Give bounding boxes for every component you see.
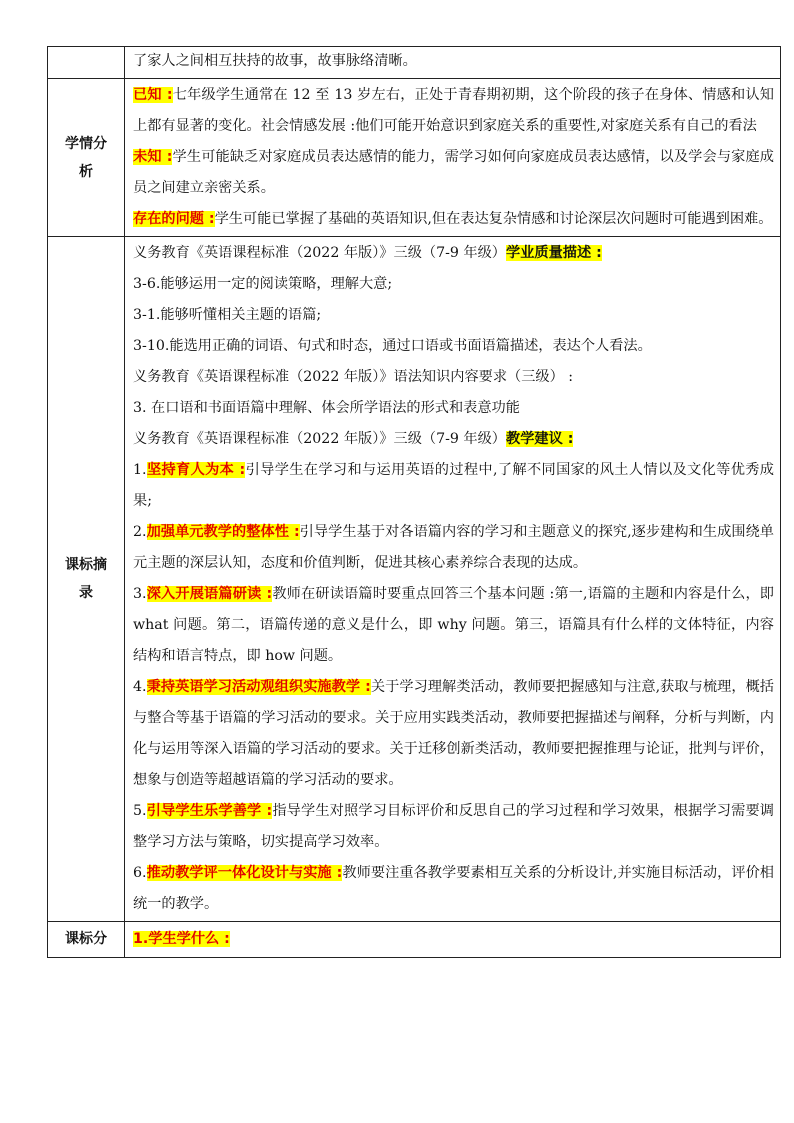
advice-item-4-num: 4. <box>133 679 147 695</box>
advice-item-3-text: 教师在研读语篇时要重点回答三个基本问题 :第一,语篇的主题和内容是什么，即 what 问题。第二，语篇传递的意义是什么，即 why 问题。第三，语篇具有什么样的文体特征，内容结构和语言特点，即 how 问题。 <box>133 586 774 664</box>
row-intro-label <box>48 47 125 79</box>
advice-item-5-num: 5. <box>133 803 147 819</box>
advice-item-4-tag: 秉持英语学习活动观组织实施教学 : <box>146 679 371 695</box>
advice-item-1-num: 1. <box>133 462 147 478</box>
standard-3-6: 3-6.能够运用一定的阅读策略，理解大意; <box>133 276 393 292</box>
what-students-learn-tag: 1.学生学什么 : <box>133 931 230 947</box>
advice-item-3-num: 3. <box>133 586 147 602</box>
student-analysis-label <box>48 79 125 237</box>
advice-item-4-text: 关于学习理解类活动，教师要把握感知与注意,获取与梳理，概括与整合等基于语篇的学习活动的要求。关于应用实践类活动，教师要把握描述与阐释，分析与判断，内化与运用等深入语篇的学习活动的要求。关于迁移创新类活动，教师要把握推理与论证，批判与评价，想象与创造等超越语篇的学习活动的要求。 <box>133 679 774 788</box>
standards-analysis-content <box>125 922 781 958</box>
intro-text: 了家人之间相互扶持的故事，故事脉络清晰。 <box>133 53 417 69</box>
advice-item-6-num: 6. <box>133 865 147 881</box>
advice-item-2-num: 2. <box>133 524 147 540</box>
advice-item-1-text: 引导学生在学习和与运用英语的过程中,了解不同国家的风土人情以及文化等优秀成果; <box>133 462 774 509</box>
row-intro <box>48 47 781 79</box>
advice-item-4 <box>133 672 774 796</box>
row-student-analysis <box>48 79 781 237</box>
advice-item-2-text: 引导学生基于对各语篇内容的学习和主题意义的探究,逐步建构和生成围绕单元主题的深层认知，态度和价值判断，促进其核心素养综合表现的达成。 <box>133 524 774 571</box>
known-text: 七年级学生通常在 12 至 13 岁左右，正处于青春期初期，这个阶段的孩子在身体、情感和认知上都有显著的变化。社会情感发展 :他们可能开始意识到家庭关系的重要性,对家庭关系有自己的看法 <box>133 87 774 134</box>
advice-item-5-tag: 引导学生乐学善学 : <box>146 803 273 819</box>
document-page <box>47 46 781 958</box>
advice-item-2-tag: 加强单元教学的整体性 : <box>146 524 300 540</box>
unknown-paragraph <box>133 142 774 204</box>
quality-tag: 学业质量描述 : <box>506 245 602 261</box>
standards-analysis-label: 课标分 <box>48 922 125 958</box>
grammar-heading: 义务教育《英语课程标准（2022 年版）》语法知识内容要求（三级） : <box>133 369 574 385</box>
advice-item-3-tag: 深入开展语篇研读 : <box>146 586 273 602</box>
unknown-text: 学生可能缺乏对家庭成员表达感情的能力，需学习如何向家庭成员表达感情，以及学会与家庭成员之间建立亲密关系。 <box>133 149 774 196</box>
advice-item-2 <box>133 517 774 579</box>
lesson-plan-table <box>47 46 781 958</box>
standard-3-10: 3-10.能选用正确的词语、句式和时态，通过口语或书面语篇描述，表达个人看法。 <box>133 338 652 354</box>
teaching-advice-heading-text: 义务教育《英语课程标准（2022 年版）》三级（7-9 年级） <box>133 431 506 447</box>
problem-paragraph <box>133 204 774 235</box>
advice-item-6 <box>133 858 774 920</box>
problem-text: 学生可能已掌握了基础的英语知识,但在表达复杂情感和讨论深层次问题时可能遇到困难。 <box>214 211 773 227</box>
student-analysis-label-text: 学情分析 <box>65 135 107 180</box>
unknown-tag: 未知 : <box>133 149 173 165</box>
row-standards-excerpt <box>48 237 781 922</box>
standards-excerpt-label-text: 课标摘录 <box>65 557 107 601</box>
standards-excerpt-label <box>48 237 125 922</box>
standards-excerpt-content <box>125 237 781 922</box>
quality-heading <box>133 238 774 269</box>
standard-3-1: 3-1.能够听懂相关主题的语篇; <box>133 307 322 323</box>
teaching-advice-tag: 教学建议 : <box>506 431 574 447</box>
known-tag: 已知 : <box>133 87 173 103</box>
advice-item-1 <box>133 455 774 517</box>
quality-heading-text: 义务教育《英语课程标准（2022 年版）》三级（7-9 年级） <box>133 245 506 261</box>
advice-item-3 <box>133 579 774 672</box>
known-paragraph <box>133 80 774 142</box>
grammar-item-3: 3. 在口语和书面语篇中理解、体会所学语法的形式和表意功能 <box>133 400 520 416</box>
advice-item-6-text: 教师要注重各教学要素相互关系的分析设计,并实施目标活动，评价相统一的教学。 <box>133 865 774 912</box>
problem-tag: 存在的问题 : <box>133 211 215 227</box>
advice-item-5 <box>133 796 774 858</box>
student-analysis-content <box>125 79 781 237</box>
row-standards-analysis <box>48 922 781 958</box>
advice-item-5-text: 指导学生对照学习目标评价和反思自己的学习过程和学习效果，根据学习需要调整学习方法与策略，切实提高学习效率。 <box>133 803 774 850</box>
row-intro-content <box>125 47 781 79</box>
teaching-advice-heading <box>133 424 774 455</box>
advice-item-1-tag: 坚持育人为本 : <box>146 462 246 478</box>
advice-item-6-tag: 推动教学评一体化设计与实施 : <box>146 865 343 881</box>
